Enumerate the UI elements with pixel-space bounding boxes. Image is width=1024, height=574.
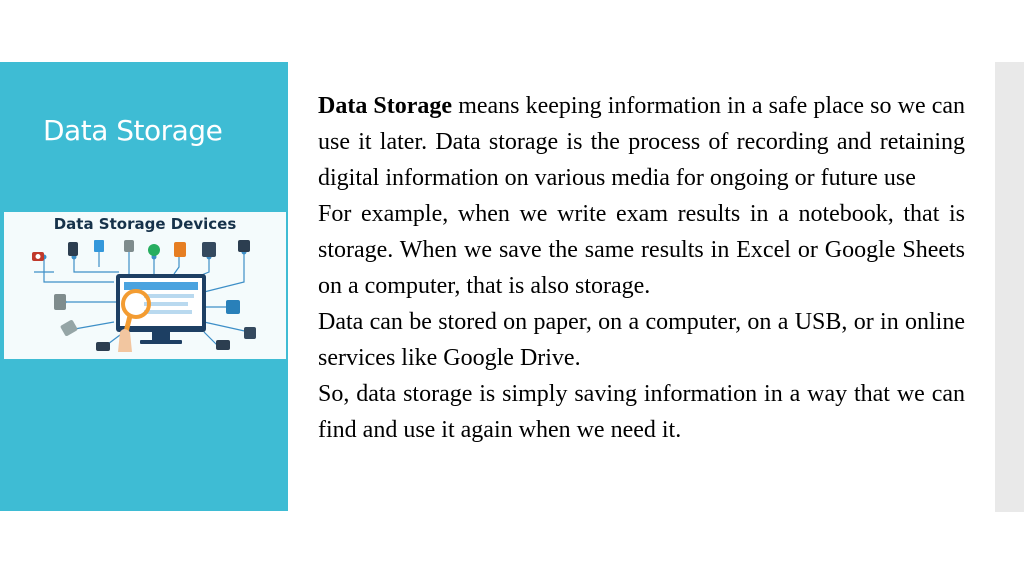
illustration-title: Data Storage Devices	[53, 215, 237, 233]
definition-text: means keeping information in a safe place so we can use it later. Data storage is the process of recording and retaining digital information on various media for ongoing or future use	[318, 93, 966, 191]
devices-network-icon	[4, 212, 286, 359]
paragraph-summary: So, data storage is simply saving information in a way that we can find and use it again when we need it.	[318, 381, 965, 443]
paragraph-definition	[318, 88, 965, 196]
paragraph-media: Data can be stored on paper, on a computer, on a USB, or in online services like Google Drive.	[318, 309, 965, 371]
paragraph-example: For example, when we write exam results in a notebook, that is storage. When we save the same results in Excel or Google Sheets on a computer, that is also storage.	[318, 201, 965, 299]
data-storage-devices-illustration	[4, 212, 286, 359]
body-text	[318, 88, 965, 448]
decorative-strip	[995, 62, 1024, 512]
title-panel	[0, 62, 288, 511]
term-data-storage: Data Storage	[318, 93, 453, 119]
slide-title: Data Storage	[43, 114, 223, 147]
